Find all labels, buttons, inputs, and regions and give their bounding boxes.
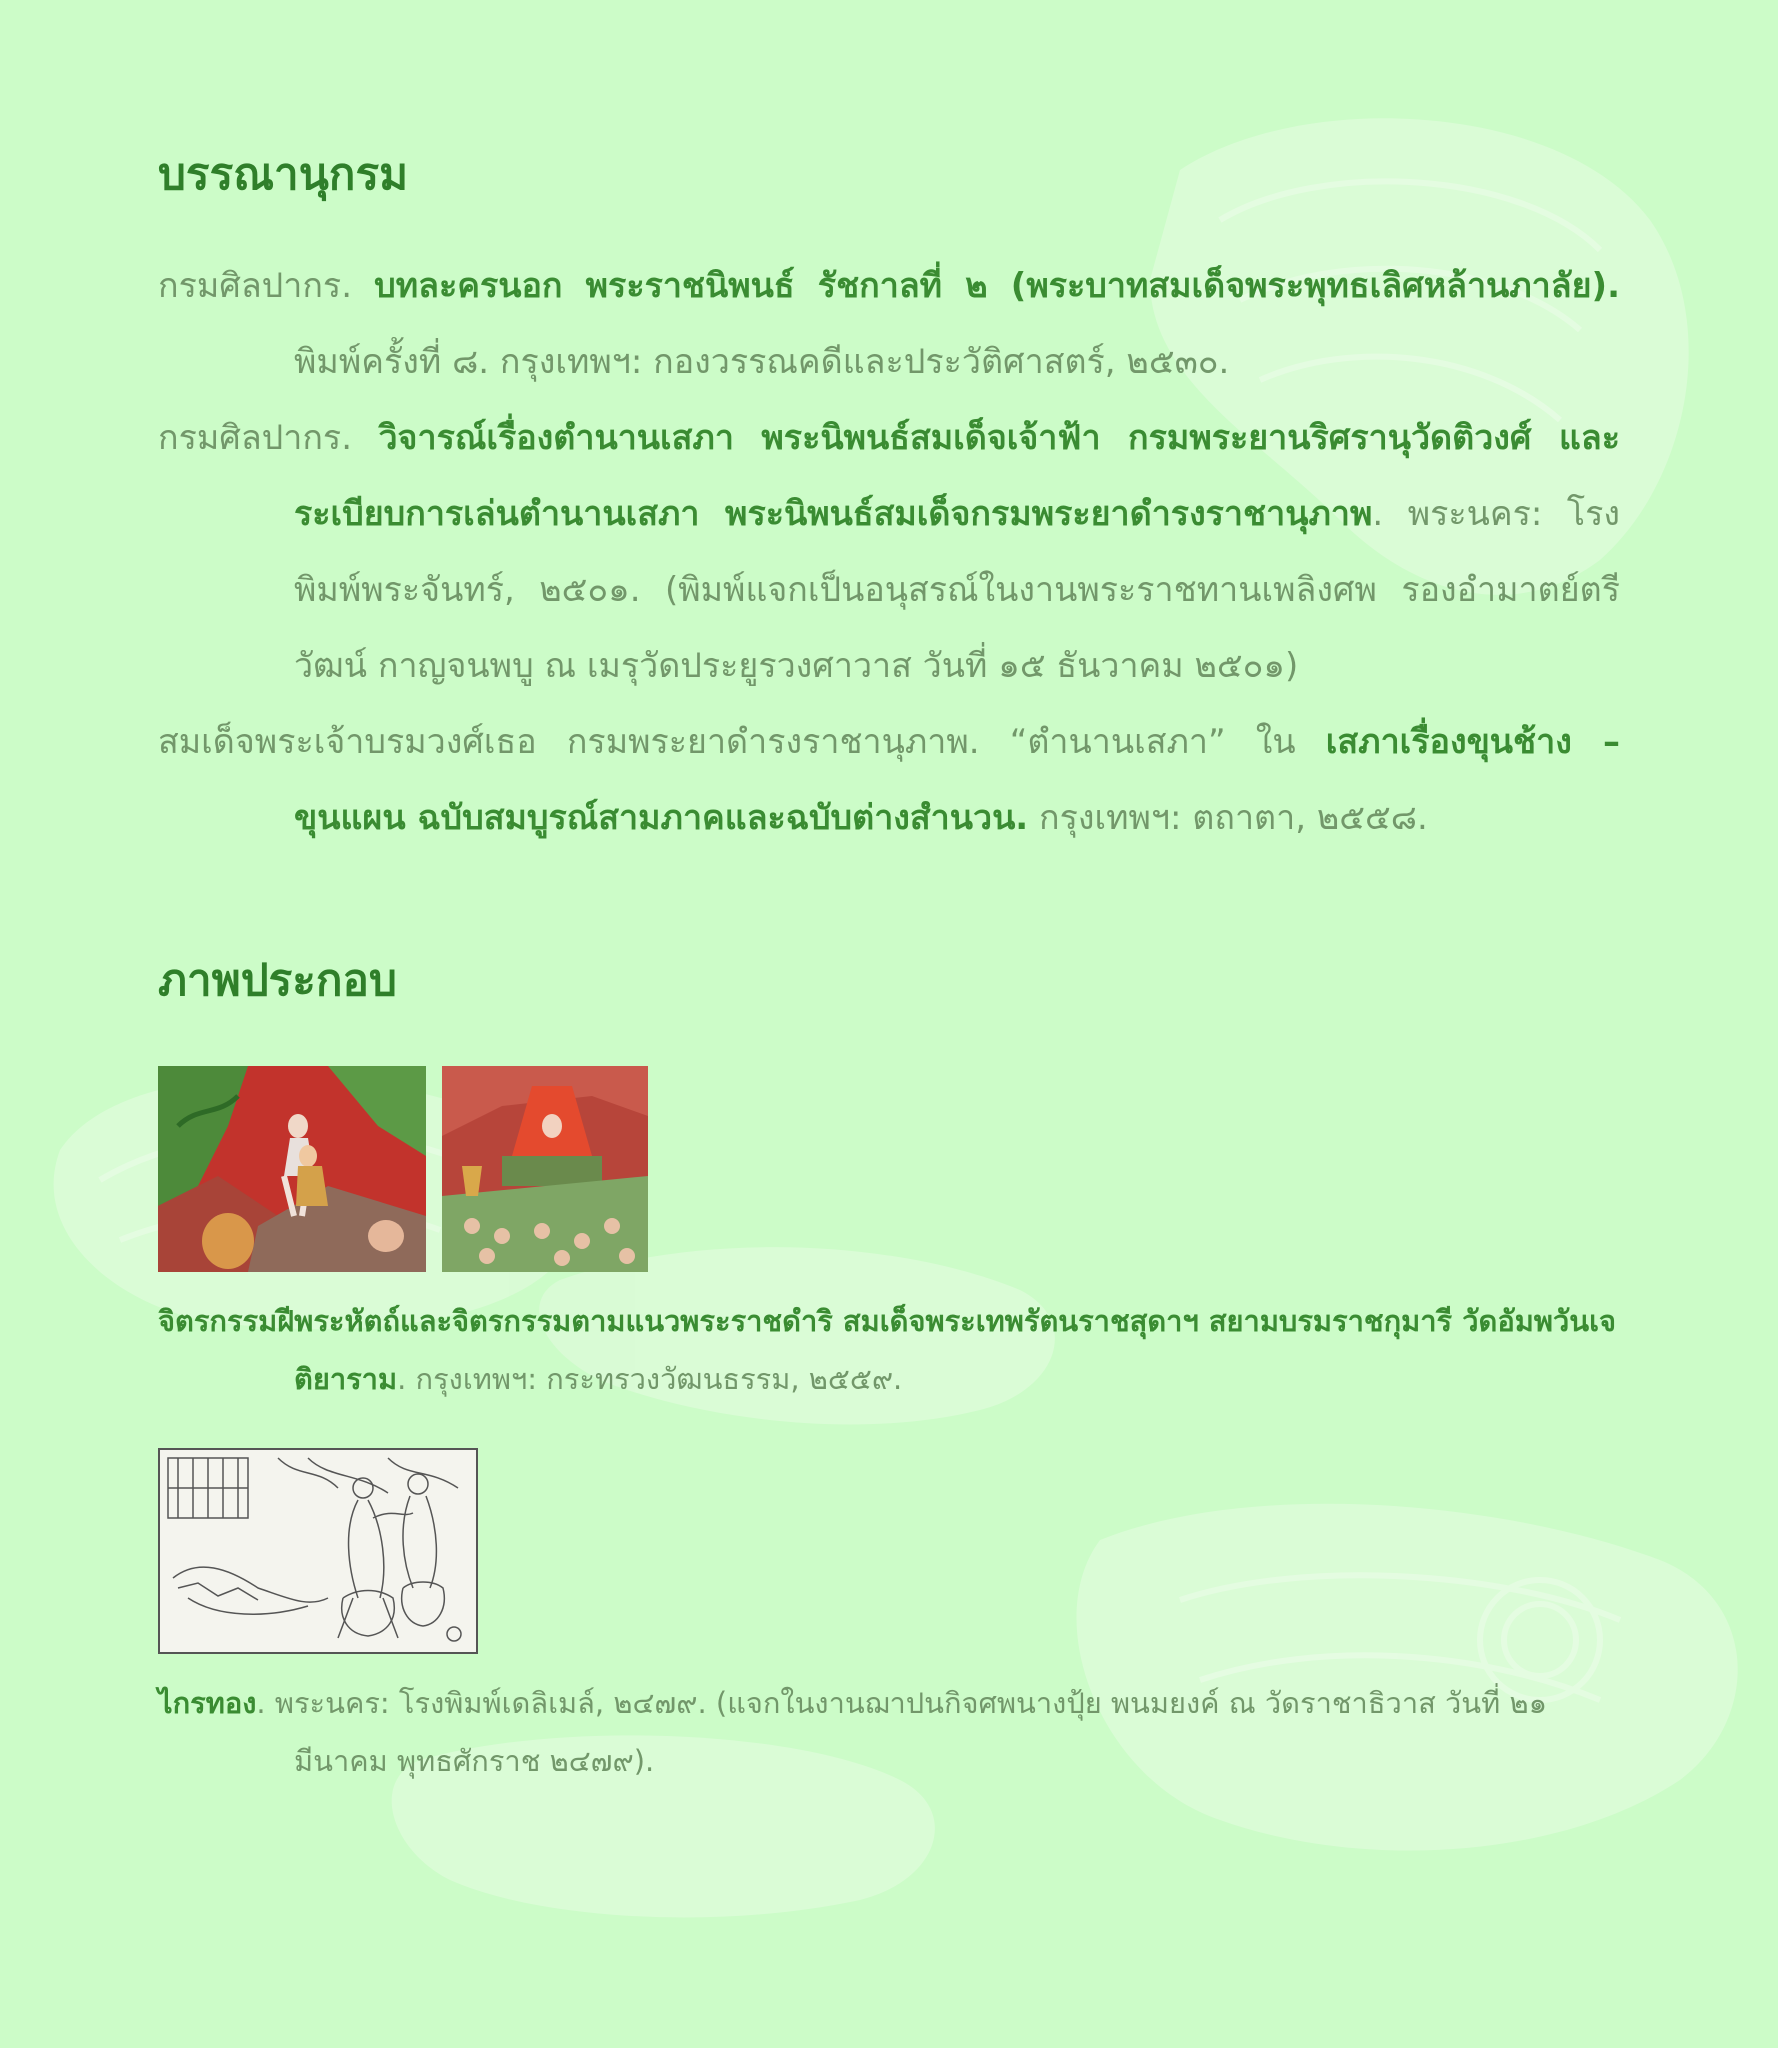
illustration-caption: [158, 1292, 1620, 1408]
sketch-image-container: [158, 1448, 478, 1654]
illustration-caption: [158, 1674, 1620, 1790]
content-area: [158, 130, 1620, 1790]
caption-title: ไกรทอง: [158, 1686, 257, 1720]
entry-publication: พิมพ์ครั้งที่ ๘. กรุงเทพฯ: กองวรรณคดีและประวัติศาสตร์, ๒๕๓๐.: [294, 342, 1230, 382]
line-drawing-image: [158, 1448, 478, 1654]
mural-painting-image: [442, 1066, 648, 1272]
entry-publication: . พระนคร: โรงพิมพ์พระจันทร์, ๒๕๐๑. (พิมพ์แจกเป็นอนุสรณ์ในงานพระราชทานเพลิงศพ รองอำมาตย์ตรีวัฒน์ กาญจนพบู ณ เมรุวัดประยูรวงศาวาส วันที่ ๑๕ ธันวาคม ๒๕๐๑): [294, 494, 1621, 686]
bibliography-entry: [158, 704, 1620, 856]
entry-author: กรมศิลปากร.: [158, 418, 379, 458]
bibliography-entry: [158, 248, 1620, 400]
entry-title: บทละครนอก พระราชนิพนธ์ รัชกาลที่ ๒ (พระบาทสมเด็จพระพุทธเลิศหล้านภาลัย).: [374, 266, 1620, 306]
caption-title: จิตรกรรมฝีพระหัตถ์และจิตรกรรมตามแนวพระราชดำริ สมเด็จพระเทพรัตนราชสุดาฯ สยามบรมราชกุมารี วัดอัมพวันเจติยาราม: [158, 1304, 1616, 1396]
caption-publication: . พระนคร: โรงพิมพ์เดลิเมล์, ๒๔๗๙. (แจกในงานฌาปนกิจศพนางปุ้ย พนมยงค์ ณ วัดราชาธิวาส วันที่ ๒๑ มีนาคม พุทธศักราช ๒๔๗๙).: [256, 1686, 1547, 1778]
caption-publication: . กรุงเทพฯ: กระทรวงวัฒนธรรม, ๒๕๕๙.: [397, 1362, 903, 1396]
bibliography-entry: [158, 400, 1620, 704]
entry-publication: กรุงเทพฯ: ตถาตา, ๒๕๕๘.: [1028, 798, 1428, 838]
mural-images: [158, 1066, 1620, 1272]
entry-author: สมเด็จพระเจ้าบรมวงศ์เธอ กรมพระยาดำรงราชานุภาพ. “ตำนานเสภา” ใน: [158, 722, 1326, 762]
entry-title: วิจารณ์เรื่องตำนานเสภา พระนิพนธ์สมเด็จเจ้าฟ้า กรมพระยานริศรานุวัดติวงศ์ และ ระเบียบการเล่นตำนานเสภา พระนิพนธ์สมเด็จกรมพระยาดำรงราชานุภาพ: [294, 418, 1620, 534]
bibliography-heading: บรรณานุกรม: [158, 149, 409, 200]
mural-painting-image: [158, 1066, 426, 1272]
entry-author: กรมศิลปากร.: [158, 266, 375, 306]
entry-title: เสภาเรื่องขุนช้าง – ขุนแผน ฉบับสมบูรณ์สามภาคและฉบับต่างสำนวน.: [294, 722, 1621, 838]
illustrations-heading: ภาพประกอบ: [158, 955, 397, 1006]
